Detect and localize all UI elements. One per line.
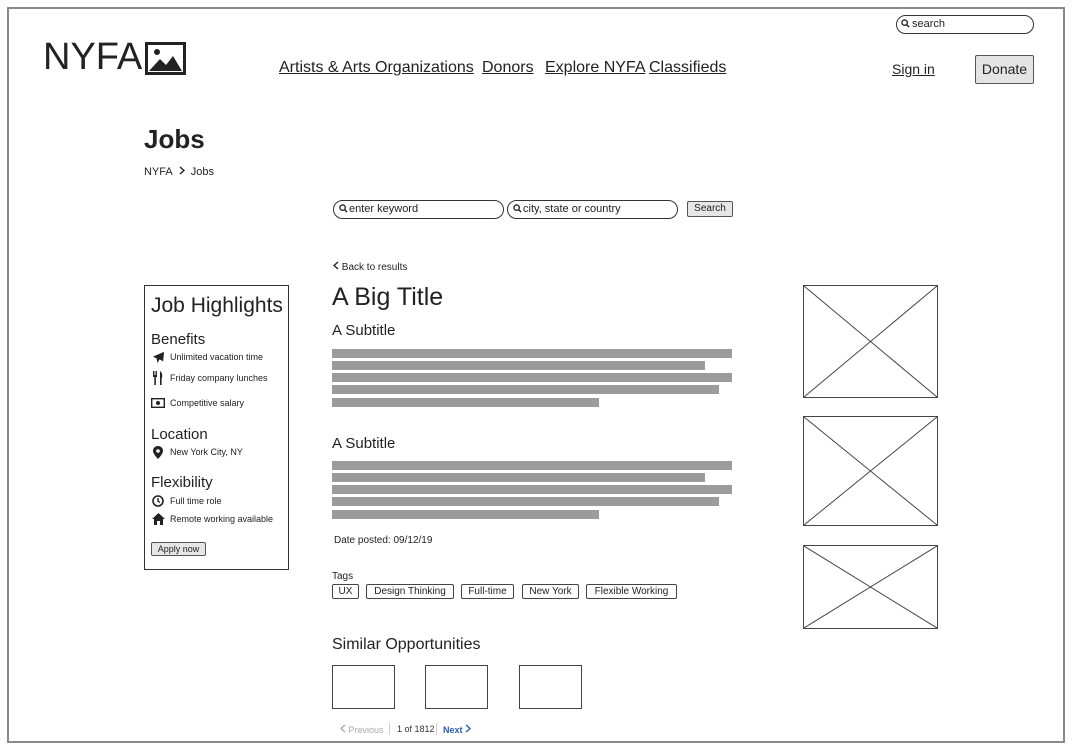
tag-chip[interactable]: UX [332, 584, 359, 599]
job-title: A Big Title [332, 283, 444, 311]
flexibility-text: Remote working available [170, 514, 274, 524]
breadcrumb-home[interactable]: NYFA [144, 166, 173, 178]
benefit-text: Friday company lunches [170, 373, 268, 383]
search-icon [339, 204, 348, 213]
text-placeholder-line [332, 473, 705, 482]
clock-icon [151, 495, 165, 507]
chevron-right-icon [465, 725, 471, 735]
donate-button[interactable]: Donate [975, 55, 1034, 84]
next-label: Next [443, 725, 463, 735]
job-highlights-panel [144, 285, 289, 570]
chevron-left-icon [340, 725, 346, 735]
pager-position: 1 of 1812 [397, 724, 435, 734]
tag-chip[interactable]: Full-time [461, 584, 514, 599]
location-placeholder: city, state or country [523, 203, 621, 215]
site-search-placeholder: search [912, 18, 946, 30]
search-icon [901, 19, 910, 28]
previous-link[interactable] [340, 724, 384, 735]
search-button[interactable]: Search [687, 201, 733, 217]
pager-divider [436, 723, 437, 735]
nav-donors[interactable]: Donors [482, 59, 534, 76]
location-input[interactable] [507, 200, 678, 219]
nav-classifieds[interactable]: Classifieds [649, 59, 727, 76]
text-placeholder-line [332, 485, 732, 494]
location-item [151, 446, 243, 458]
subtitle-1: A Subtitle [332, 322, 396, 339]
nav-explore[interactable]: Explore NYFA [545, 59, 646, 76]
logo-text[interactable]: NYFA [43, 36, 143, 78]
image-placeholder [803, 416, 938, 526]
benefit-item [151, 372, 268, 384]
subtitle-2: A Subtitle [332, 435, 396, 452]
text-placeholder-line [332, 510, 599, 519]
map-pin-icon [151, 446, 165, 458]
breadcrumb [144, 166, 214, 178]
next-link[interactable] [443, 724, 471, 735]
image-placeholder [803, 285, 938, 398]
sign-in-link[interactable]: Sign in [892, 61, 935, 77]
similar-opportunity-card[interactable] [332, 665, 395, 709]
tag-chip[interactable]: Flexible Working [586, 584, 677, 599]
location-text: New York City, NY [170, 447, 243, 457]
apply-now-button[interactable]: Apply now [151, 542, 206, 556]
site-search-input[interactable] [896, 15, 1034, 34]
text-placeholder-line [332, 385, 719, 394]
back-to-results-link[interactable] [333, 261, 407, 273]
text-placeholder-line [332, 497, 719, 506]
page-title: Jobs [144, 124, 205, 154]
previous-label: Previous [348, 725, 384, 735]
text-placeholder-line [332, 373, 732, 382]
search-icon [513, 204, 522, 213]
similar-opportunities-heading: Similar Opportunities [332, 636, 481, 653]
image-icon [145, 42, 186, 75]
image-placeholder [803, 545, 938, 629]
benefit-text: Unlimited vacation time [170, 352, 264, 362]
nav-artists[interactable]: Artists & Arts Organizations [279, 59, 474, 76]
similar-opportunity-card[interactable] [425, 665, 488, 709]
benefits-heading: Benefits [151, 331, 206, 348]
benefit-item [151, 397, 244, 409]
pager-divider [389, 723, 390, 735]
flexibility-heading: Flexibility [151, 474, 213, 491]
flexibility-item [151, 513, 273, 525]
text-placeholder-line [332, 349, 732, 358]
text-placeholder-line [332, 361, 705, 370]
chevron-right-icon [179, 166, 185, 178]
home-icon [151, 513, 165, 525]
breadcrumb-current: Jobs [190, 166, 214, 178]
flexibility-text: Full time role [170, 496, 222, 506]
text-placeholder-line [332, 398, 599, 407]
date-posted: Date posted: 09/12/19 [334, 535, 433, 546]
utensils-icon [151, 372, 165, 384]
flexibility-item [151, 495, 222, 507]
benefit-item [151, 351, 263, 363]
chevron-left-icon [333, 262, 339, 273]
benefit-text: Competitive salary [170, 398, 245, 408]
tag-chip[interactable]: New York [522, 584, 579, 599]
location-heading: Location [151, 426, 208, 443]
money-icon [151, 397, 165, 409]
airplane-icon [151, 351, 165, 363]
back-label: Back to results [341, 262, 408, 273]
job-highlights-title: Job Highlights [151, 294, 283, 317]
keyword-input[interactable] [333, 200, 504, 219]
keyword-placeholder: enter keyword [349, 203, 419, 215]
tags-label: Tags [332, 571, 354, 582]
tag-chip[interactable]: Design Thinking [366, 584, 454, 599]
similar-opportunity-card[interactable] [519, 665, 582, 709]
text-placeholder-line [332, 461, 732, 470]
